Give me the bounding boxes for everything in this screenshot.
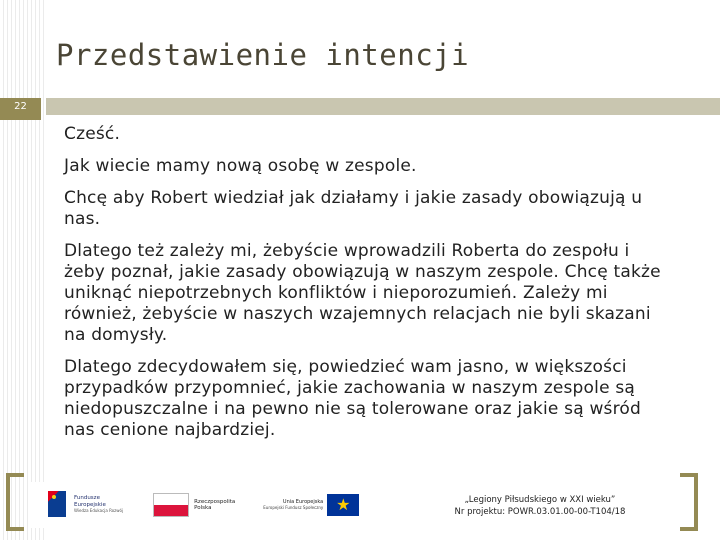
right-bracket-decoration (680, 473, 698, 531)
fe-logo-sub: Wiedza Edukacja Rozwój (74, 508, 124, 514)
rzeczpospolita-polska-logo (153, 493, 235, 517)
paragraph: Dlatego też zależy mi, żebyście wprowadzili Roberta do zespołu i żeby poznał, jakie zasady obowiązują w naszym zespole. Chcę także uniknąć niepotrzebnych konfliktów i nieporozumień. Zależy mi również, żebyście w naszych wzajemnych relacjach nie byli skazani na domysły. (64, 241, 661, 345)
fe-logo-line2: Europejskie (74, 501, 106, 508)
ue-logo-line1: Unia Europejska (282, 499, 324, 505)
left-bracket-decoration (6, 473, 24, 531)
pl-logo-line1: Rzeczpospolita (194, 498, 236, 505)
paragraph: Chcę aby Robert wiedział jak działamy i jakie zasady obowiązują u nas. (64, 188, 643, 229)
project-number: Nr projektu: POWR.03.01.00-00-T104/18 (454, 507, 626, 517)
fe-emblem-icon (48, 491, 70, 519)
title-divider-bar (46, 98, 720, 115)
paragraph: Cześć. (64, 124, 121, 144)
project-info (420, 494, 660, 518)
project-name: „Legiony Piłsudskiego w XXI wieku” (464, 495, 616, 505)
slide-body (64, 124, 664, 452)
paragraph: Jak wiecie mamy nową osobę w zespole. (64, 156, 417, 176)
page-number: 22 (14, 101, 27, 112)
slide-title: Przedstawienie intencji (56, 38, 470, 72)
funding-logos-strip (28, 482, 386, 528)
fundusze-europejskie-logo (48, 491, 123, 519)
polish-flag-icon (153, 493, 189, 517)
left-decorative-stripe (0, 0, 46, 540)
paragraph: Dlatego zdecydowałem się, powiedzieć wam jasno, w większości przypadków przypomnieć, jakie zachowania w naszym zespole są niedopuszczalne i na pewno nie są tolerowane oraz jakie są wśród nas cenione najbardziej. (64, 357, 642, 440)
fe-logo-line1: Fundusze (74, 495, 100, 502)
eu-stars-icon: ★ (336, 495, 351, 514)
pl-logo-line2: Polska (194, 505, 212, 511)
unia-europejska-logo (263, 494, 359, 516)
ue-logo-sub: Europejski Fundusz Społeczny (263, 505, 324, 510)
eu-flag-icon (327, 494, 359, 516)
